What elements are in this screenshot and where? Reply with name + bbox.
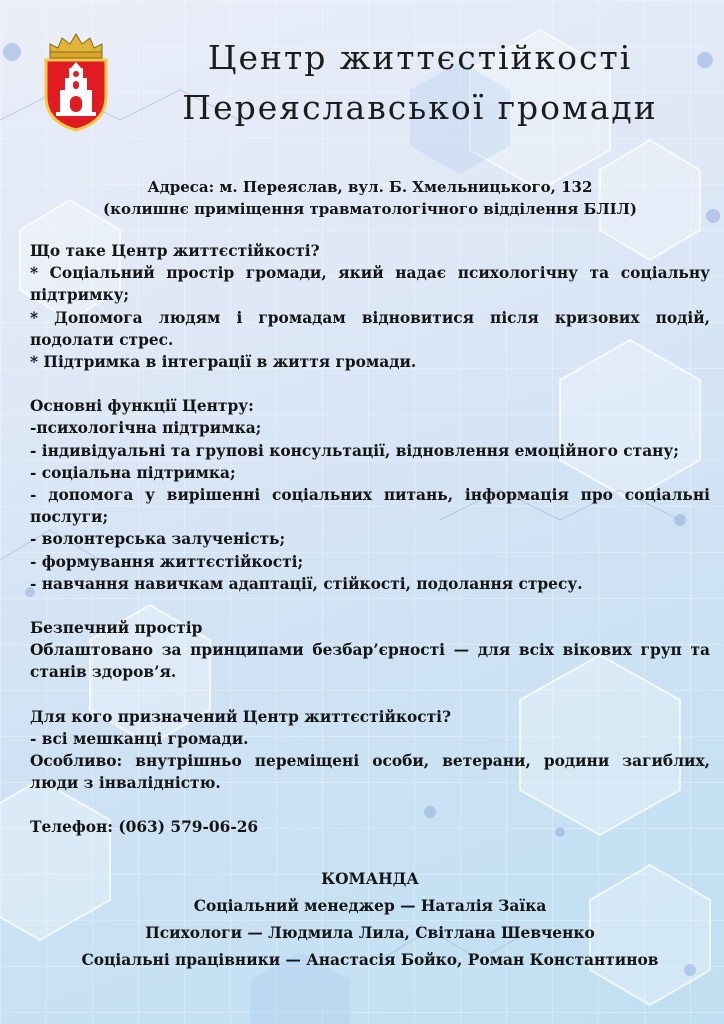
function-item: - навчання навичкам адаптації, стійкості, подолання стресу. bbox=[30, 574, 583, 593]
audience-heading: Для кого призначений Центр життєстійкості? bbox=[30, 707, 452, 726]
function-item: - допомога у вирішенні соціальних питань, інформація про соціальні послуги; bbox=[30, 486, 710, 527]
function-item: - соціальна підтримка; bbox=[30, 463, 236, 482]
phone-number: Телефон: (063) 579-06-26 bbox=[30, 818, 259, 837]
about-item: * Допомога людям і громадам відновитися після кризових подій, подолати стрес. bbox=[30, 308, 710, 349]
main-content bbox=[30, 240, 710, 839]
team-member-line: Психологи — Людмила Лила, Світлана Шевченко bbox=[145, 924, 595, 942]
team-block bbox=[20, 866, 720, 974]
about-item: * Підтримка в інтеграції в життя громади. bbox=[30, 353, 417, 372]
audience-item: Особливо: внутрішньо переміщені особи, ветерани, родини загиблих, люди з інвалідністю. bbox=[30, 752, 710, 793]
team-heading: КОМАНДА bbox=[321, 870, 419, 888]
address-note: (колишнє приміщення травматологічного відділення БЛІЛ) bbox=[103, 200, 637, 218]
about-heading: Що таке Центр життєстійкості? bbox=[30, 242, 320, 260]
function-item: - формування життєстійкості; bbox=[30, 552, 304, 571]
audience-item: - всі мешканці громади. bbox=[30, 729, 249, 748]
page-title-line-1: Центр життєстійкості bbox=[207, 38, 633, 77]
address-block bbox=[30, 176, 710, 220]
safe-space-text: Облаштовано за принципами безбар’єрності — для всіх вікових груп та станів здоров’я. bbox=[30, 641, 710, 682]
page-title-line-2: Переяславської громади bbox=[182, 88, 658, 127]
safe-space-heading: Безпечний простір bbox=[30, 619, 203, 638]
team-member-line: Соціальні працівники — Анастасія Бойко, Роман Константинов bbox=[81, 951, 659, 969]
function-item: - волонтерська залученість; bbox=[30, 530, 286, 549]
functions-heading: Основні функції Центру: bbox=[30, 397, 254, 416]
coat-of-arms-icon bbox=[40, 30, 112, 134]
function-item: -психологічна підтримка; bbox=[30, 419, 262, 438]
team-member-line: Соціальний менеджер — Наталія Заїка bbox=[193, 897, 547, 915]
about-item: * Соціальний простір громади, який надає психологічну та соціальну підтримку; bbox=[30, 264, 710, 305]
address-line: Адреса: м. Переяслав, вул. Б. Хмельницького, 132 bbox=[147, 178, 593, 196]
function-item: - індивідуальні та групові консультації, відновлення емоційного стану; bbox=[30, 441, 679, 460]
